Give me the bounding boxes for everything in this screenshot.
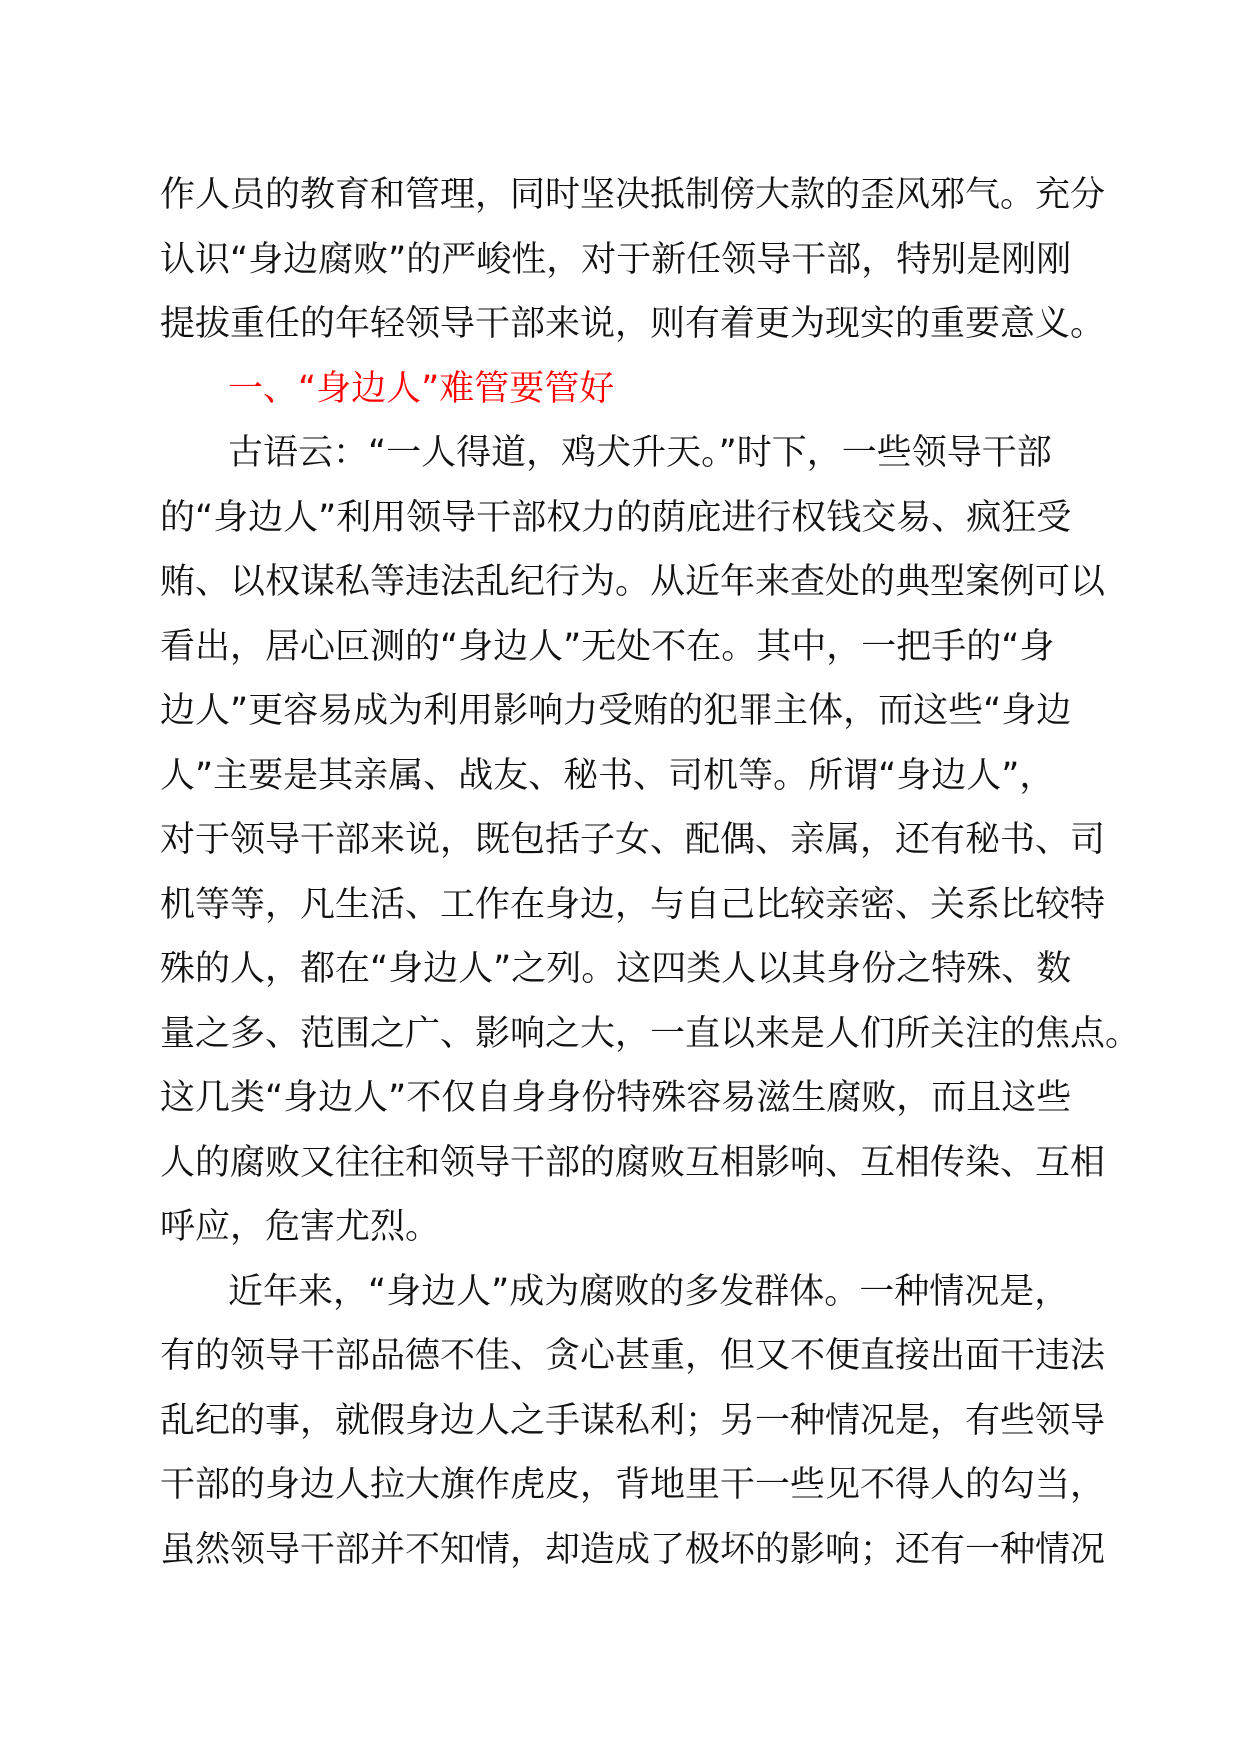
document-body — [160, 163, 1141, 1582]
paragraph-line: 古语云：“一人得道，鸡犬升天。”时下，一些领导干部 — [228, 433, 1052, 473]
intro-line: 提拔重任的年轻领导干部来说，则有着更为现实的重要意义。 — [160, 304, 1106, 344]
section-heading: 一、“身边人”难管要管好 — [228, 368, 615, 409]
paragraph-line: 虽然领导干部并不知情，却造成了极坏的影响；还有一种情况 — [160, 1529, 1106, 1570]
paragraph-line: 乱纪的事，就假身边人之手谋私利；另一种情况是，有些领导 — [160, 1400, 1106, 1441]
paragraph-line: 这几类“身边人”不仅自身身份特殊容易滋生腐败，而且这些 — [160, 1078, 1072, 1118]
paragraph-line: 人”主要是其亲属、战友、秘书、司机等。所谓“身边人”， — [160, 755, 1055, 796]
paragraph-line: 看出，居心叵测的“身边人”无处不在。其中，一把手的“身 — [160, 626, 1055, 667]
paragraph-line: 干部的身边人拉大旗作虎皮，背地里干一些见不得人的勾当， — [160, 1465, 1106, 1505]
paragraph-line: 的“身边人”利用领导干部权力的荫庇进行权钱交易、疯狂受 — [160, 497, 1072, 538]
paragraph-line: 呼应，危害尤烈。 — [160, 1207, 441, 1247]
paragraph-line: 机等等，凡生活、工作在身边，与自己比较亲密、关系比较特 — [160, 884, 1106, 925]
paragraph-line: 边人”更容易成为利用影响力受贿的犯罪主体，而这些“身边 — [160, 691, 1072, 731]
paragraph-line: 量之多、范围之广、影响之大，一直以来是人们所关注的焦点。 — [160, 1013, 1141, 1054]
paragraph-line: 近年来，“身边人”成为腐败的多发群体。一种情况是， — [228, 1271, 1070, 1312]
paragraph-line: 人的腐败又往往和领导干部的腐败互相影响、互相传染、互相 — [160, 1142, 1106, 1183]
intro-line: 作人员的教育和管理，同时坚决抵制傍大款的歪风邪气。充分 — [160, 175, 1106, 215]
paragraph-line: 有的领导干部品德不佳、贪心甚重，但又不便直接出面干违法 — [160, 1336, 1106, 1376]
paragraph-line: 贿、以权谋私等违法乱纪行为。从近年来查处的典型案例可以 — [160, 562, 1106, 602]
paragraph-line: 对于领导干部来说，既包括子女、配偶、亲属，还有秘书、司 — [160, 820, 1106, 860]
intro-line: 认识“身边腐败”的严峻性，对于新任领导干部，特别是刚刚 — [160, 239, 1072, 280]
paragraph-line: 殊的人，都在“身边人”之列。这四类人以其身份之特殊、数 — [160, 949, 1072, 989]
